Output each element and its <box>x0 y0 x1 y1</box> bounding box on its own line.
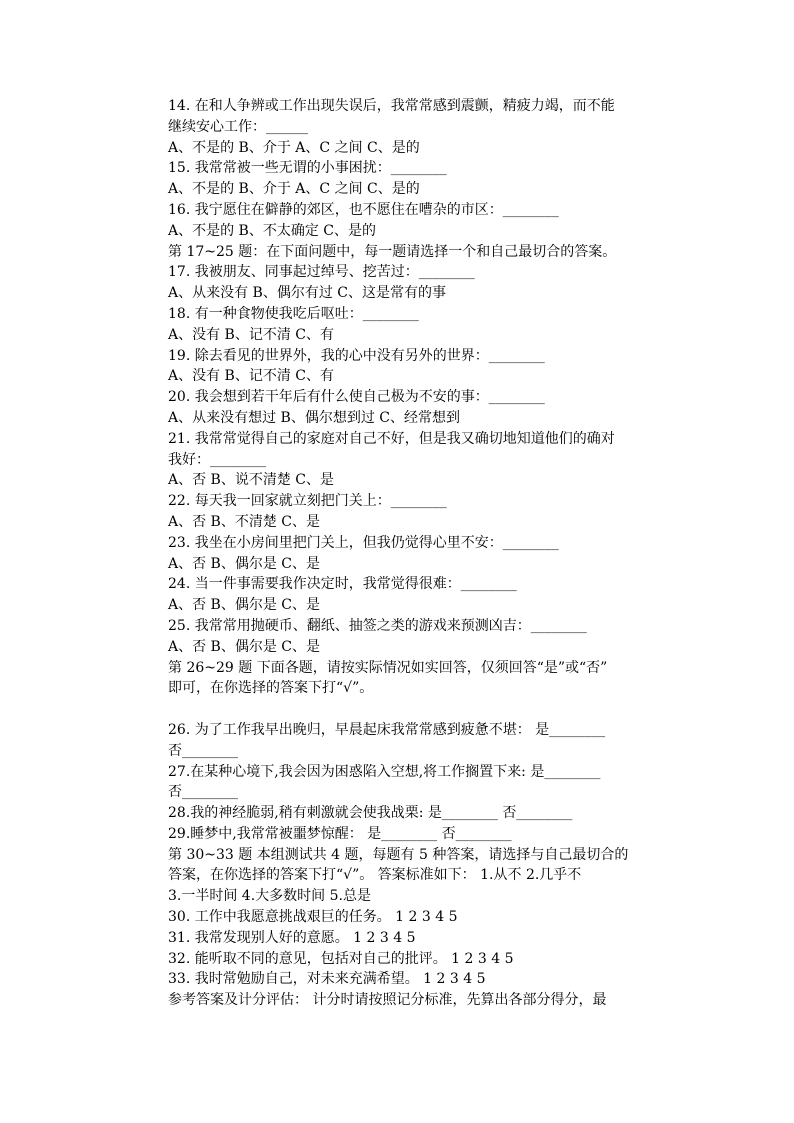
section-30-33-instructions-line-1: 第 30~33 题 本组测试共 4 题，每题有 5 种答案，请选择与自己最切合的 <box>168 846 629 863</box>
blank-line <box>168 699 678 720</box>
question-15-options: A、不是的 B、介于 A、C 之间 C、是的 <box>168 181 420 198</box>
reference-answers-intro: 参考答案及计分评估： 计分时请按照记分标准，先算出各部分得分，最 <box>168 992 607 1009</box>
question-18: 18. 有一种食物使我吃后呕吐：________ <box>168 305 419 322</box>
question-26-line-1: 26. 为了工作我早出晚归，早晨起床我常常感到疲惫不堪： 是________ <box>168 721 606 738</box>
question-21-line-2: 我好：________ <box>168 451 266 468</box>
question-24: 24. 当一件事需要我作决定时，我常觉得很难：________ <box>168 576 517 593</box>
question-14-options: A、不是的 B、介于 A、C 之间 C、是的 <box>168 139 420 156</box>
question-19-options: A、没有 B、记不清 C、有 <box>168 368 335 385</box>
question-14-line-2: 继续安心工作：______ <box>168 118 308 135</box>
question-22-options: A、否 B、不清楚 C、是 <box>168 513 321 530</box>
question-24-options: A、否 B、偶尔是 C、是 <box>168 597 321 614</box>
question-15: 15. 我常常被一些无谓的小事困扰：________ <box>168 160 447 177</box>
question-25-options: A、否 B、偶尔是 C、是 <box>168 638 321 655</box>
question-27-line-1: 27.在某种心境下,我会因为困惑陷入空想,将工作搁置下来: 是________ <box>168 763 601 780</box>
question-25: 25. 我常常用抛硬币、翻纸、抽签之类的游戏来预测凶吉：________ <box>168 617 587 634</box>
question-17: 17. 我被朋友、同事起过绰号、挖苦过：________ <box>168 264 475 281</box>
question-18-options: A、没有 B、记不清 C、有 <box>168 326 335 343</box>
question-27-line-2: 否________ <box>168 784 238 801</box>
question-23-options: A、否 B、偶尔是 C、是 <box>168 555 321 572</box>
question-14-line-1: 14. 在和人争辨或工作出现失误后，我常常感到震颤，精疲力竭，而不能 <box>168 98 615 114</box>
question-33: 33. 我时常勉励自己，对未来充满希望。 1 2 3 4 5 <box>168 971 486 988</box>
question-16-options: A、不是的 B、不太确定 C、是的 <box>168 222 377 239</box>
section-30-33-instructions-line-3: 3.一半时间 4.大多数时间 5.总是 <box>168 888 371 905</box>
document-body <box>168 96 678 1011</box>
section-17-25-instructions: 第 17~25 题：在下面问题中，每一题请选择一个和自己最切合的答案。 <box>168 243 617 260</box>
question-19: 19. 除去看见的世界外，我的心中没有另外的世界：________ <box>168 347 545 364</box>
section-26-29-instructions-line-1: 第 26~29 题 下面各题，请按实际情况如实回答，仅须回答“是”或“否” <box>168 659 608 676</box>
question-31: 31. 我常发现别人好的意愿。 1 2 3 4 5 <box>168 929 416 946</box>
question-26-line-2: 否________ <box>168 742 238 759</box>
question-22: 22. 每天我一回家就立刻把门关上：________ <box>168 493 447 510</box>
question-32: 32. 能听取不同的意见，包括对自己的批评。 1 2 3 4 5 <box>168 950 514 967</box>
question-23: 23. 我坐在小房间里把门关上，但我仍觉得心里不安：________ <box>168 534 559 551</box>
question-21-options: A、否 B、说不清楚 C、是 <box>168 472 335 489</box>
question-28: 28.我的神经脆弱,稍有刺激就会使我战栗: 是________ 否________ <box>168 805 573 822</box>
question-29: 29.睡梦中,我常常被噩梦惊醒： 是________ 否________ <box>168 825 512 842</box>
question-30: 30. 工作中我愿意挑战艰巨的任务。 1 2 3 4 5 <box>168 909 458 926</box>
question-20: 20. 我会想到若干年后有什么使自己极为不安的事：________ <box>168 389 545 406</box>
section-26-29-instructions-line-2: 即可，在你选择的答案下打“√”。 <box>168 680 374 697</box>
section-30-33-instructions-line-2: 答案，在你选择的答案下打“√”。 答案标准如下： 1.从不 2.几乎不 <box>168 867 582 884</box>
question-20-options: A、从来没有想过 B、偶尔想到过 C、经常想到 <box>168 409 461 426</box>
question-17-options: A、从来没有 B、偶尔有过 C、这是常有的事 <box>168 285 447 302</box>
question-21-line-1: 21. 我常常觉得自己的家庭对自己不好，但是我又确切地知道他们的确对 <box>168 430 615 447</box>
question-16: 16. 我宁愿住在僻静的郊区，也不愿住在嘈杂的市区：________ <box>168 201 559 218</box>
